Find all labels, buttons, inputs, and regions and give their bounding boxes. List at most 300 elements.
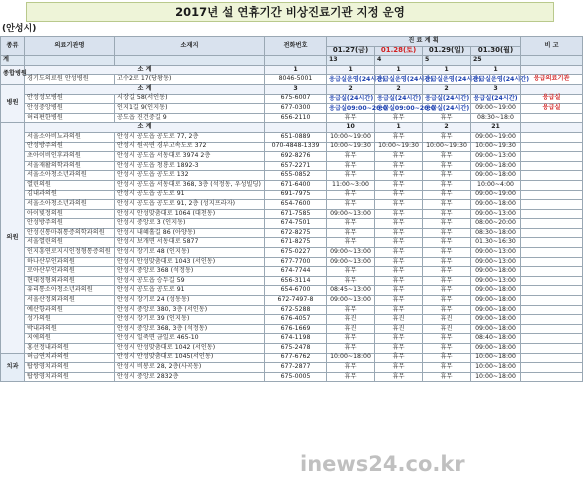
schedule-day-3: 휴무	[423, 363, 471, 373]
institution-address: 공도읍 진건중길 9	[115, 113, 265, 123]
note-cell	[521, 161, 583, 171]
schedule-day-3: 휴무	[423, 286, 471, 296]
institution-address: 안성시 공도읍 공도로 91, 2층 (성지프라자)	[115, 200, 265, 210]
institution-phone: 654-6700	[265, 286, 327, 296]
institution-phone: 676-4057	[265, 315, 327, 325]
institution-address: 안성시 중앙로 3 (인지동)	[115, 219, 265, 229]
institution-address: 안성시 공도읍 공도로 91	[115, 190, 265, 200]
schedule-day-3: 휴무	[423, 113, 471, 123]
institution-address: 안성시 비봉로 28, 2층(사곡동)	[115, 363, 265, 373]
schedule-day-4: 응급실운영(24시간)	[471, 75, 521, 85]
page-title: 2017년 설 연휴기간 비상진료기관 지정 운영	[26, 2, 554, 22]
schedule-day-2: 휴무	[375, 180, 423, 190]
institution-phone: 675-6007	[265, 94, 327, 104]
subtotal-day-1: 1	[327, 65, 375, 75]
schedule-day-4: 08:30~18:0	[471, 113, 521, 123]
schedule-day-2: 휴무	[375, 276, 423, 286]
total-count-4: 25	[471, 56, 521, 66]
institution-address: 안성시 중앙로 380, 3층 (서인동)	[115, 305, 265, 315]
institution-name: 안성성모병원	[25, 94, 115, 104]
schedule-day-1: 09:00~13:00	[327, 248, 375, 258]
institution-phone: 676-1669	[265, 324, 327, 334]
schedule-day-3: 휴무	[423, 228, 471, 238]
general-category: 종합병원	[1, 65, 25, 84]
schedule-day-4: 09:00~18:00	[471, 296, 521, 306]
schedule-day-3: 휴무	[423, 334, 471, 344]
institution-address: 안성시 공도읍 서동대로 368, 3층 (석정동, 우성빌딩)	[115, 180, 265, 190]
schedule-day-2: 휴무	[375, 238, 423, 248]
institution-address: 안성시 안성맞춤대로 1042 (서인동)	[115, 344, 265, 354]
schedule-day-4: 10:00~18:00	[471, 353, 521, 363]
institution-phone: 677-6762	[265, 353, 327, 363]
schedule-day-4: 09:00~13:00	[471, 209, 521, 219]
schedule-day-4: 09:00~18:00	[471, 171, 521, 181]
note-cell	[521, 200, 583, 210]
institution-phone: 671-6400	[265, 180, 327, 190]
table-row	[1, 200, 583, 210]
clinic-category: 의원	[1, 123, 25, 353]
schedule-day-3: 휴무	[423, 200, 471, 210]
table-row	[1, 94, 583, 104]
schedule-day-4: 09:00~13:00	[471, 276, 521, 286]
schedule-day-4: 09:00~13:00	[471, 257, 521, 267]
subtotal-count	[265, 123, 327, 133]
region-label: (안성시)	[2, 24, 37, 34]
institution-name: 허리편한병원	[25, 113, 115, 123]
header-address: 소재지	[115, 37, 265, 56]
note-cell	[521, 152, 583, 162]
subtotal-note	[521, 84, 583, 94]
institution-address: 안성시 보개면 서동대로 5877	[115, 238, 265, 248]
schedule-day-2: 휴진	[375, 324, 423, 334]
table-row	[1, 219, 583, 229]
institution-phone: 674-7744	[265, 267, 327, 277]
schedule-day-2: 휴무	[375, 171, 423, 181]
table-row	[1, 324, 583, 334]
schedule-day-1: 휴무	[327, 363, 375, 373]
schedule-day-2: 휴무	[375, 200, 423, 210]
institution-phone: 675-2478	[265, 344, 327, 354]
table-row	[1, 315, 583, 325]
schedule-day-2: 휴무	[375, 334, 423, 344]
table-row	[1, 180, 583, 190]
schedule-day-2: 응급실09:00~20:0	[375, 104, 423, 114]
table-row	[1, 276, 583, 286]
table-row	[1, 161, 583, 171]
header-plan: 진 료 계 획	[327, 37, 521, 47]
header-note: 비 고	[521, 37, 583, 56]
institution-name: 지에의원	[25, 334, 115, 344]
note-cell	[521, 353, 583, 363]
schedule-day-2: 휴무	[375, 248, 423, 258]
schedule-day-1: 응급실운영(24시간)	[327, 75, 375, 85]
dental-category: 치과	[1, 353, 25, 382]
schedule-day-4: 09:00~18:00	[471, 315, 521, 325]
table-row	[1, 132, 583, 142]
institution-name: 서울소아청소년과의원	[25, 200, 115, 210]
institution-address: 안성시 중앙로 2832층	[115, 372, 265, 382]
schedule-day-4: 09:00~19:00	[471, 132, 521, 142]
general-subtotal-row	[1, 65, 583, 75]
institution-phone: 675-0005	[265, 372, 327, 382]
institution-name: 탑쌍영치과의원	[25, 372, 115, 382]
table-row	[1, 286, 583, 296]
header-date-4: 01.30(월)	[471, 46, 521, 56]
schedule-day-4: 09:00~19:00	[471, 190, 521, 200]
schedule-day-1: 08:45~13:00	[327, 286, 375, 296]
schedule-day-1: 휴진	[327, 324, 375, 334]
institution-address: 안성시 중앙로 368, 3층 (석정동)	[115, 324, 265, 334]
subtotal-day-3: 1	[423, 65, 471, 75]
schedule-day-4: 08:00~20:00	[471, 219, 521, 229]
institution-phone: 671-8275	[265, 238, 327, 248]
institution-name: 현대정형외과의원	[25, 276, 115, 286]
institution-phone: 675-0227	[265, 248, 327, 258]
institution-name: 서울재활의학과의원	[25, 161, 115, 171]
institution-address: 시장길 58(서인동)	[115, 94, 265, 104]
table-row	[1, 334, 583, 344]
total-label: 계	[1, 56, 25, 66]
schedule-day-2: 휴무	[375, 228, 423, 238]
schedule-body	[1, 56, 583, 382]
schedule-day-2: 휴무	[375, 113, 423, 123]
institution-address: 안성시 장기로 48 (인지동)	[115, 248, 265, 258]
table-row	[1, 363, 583, 373]
table-row	[1, 113, 583, 123]
schedule-day-4: 10:00~18:00	[471, 363, 521, 373]
schedule-day-1: 휴무	[327, 267, 375, 277]
institution-name: 서울열린의원	[25, 238, 115, 248]
subtotal-day-1: 2	[327, 84, 375, 94]
note-cell	[521, 315, 583, 325]
schedule-day-4: 10:00~19:30	[471, 142, 521, 152]
table-row	[1, 104, 583, 114]
subtotal-day-3: 2	[423, 84, 471, 94]
institution-address: 안성시 공도읍 공도로 132	[115, 171, 265, 181]
note-cell	[521, 267, 583, 277]
schedule-day-4: 09:00~18:00	[471, 200, 521, 210]
table-row	[1, 267, 583, 277]
schedule-day-3: 휴무	[423, 152, 471, 162]
institution-phone: 671-7585	[265, 209, 327, 219]
subtotal-day-4: 3	[471, 84, 521, 94]
note-cell: 응급의료기관	[521, 75, 583, 85]
schedule-day-1: 휴무	[327, 276, 375, 286]
institution-name: 예산항과의원	[25, 305, 115, 315]
schedule-day-3: 휴진	[423, 315, 471, 325]
institution-name: 홍선정내과의원	[25, 344, 115, 354]
schedule-day-2: 휴무	[375, 161, 423, 171]
note-cell	[521, 248, 583, 258]
institution-phone: 654-7600	[265, 200, 327, 210]
clinic-subtotal-row	[1, 123, 583, 133]
total-row	[1, 56, 583, 66]
hospital-category: 병원	[1, 84, 25, 122]
schedule-day-2: 휴무	[375, 363, 423, 373]
subtotal-day-1: 10	[327, 123, 375, 133]
note-cell	[521, 209, 583, 219]
institution-phone: 656-2110	[265, 113, 327, 123]
institution-name: 서울소아비뇨과의원	[25, 132, 115, 142]
institution-phone: 651-0889	[265, 132, 327, 142]
schedule-day-4: 09:00~19:00	[471, 104, 521, 114]
table-row	[1, 190, 583, 200]
institution-phone: 655-0852	[265, 171, 327, 181]
schedule-day-1: 11:00~3:00	[327, 180, 375, 190]
note-cell	[521, 171, 583, 181]
schedule-day-1: 09:00~13:00	[327, 257, 375, 267]
schedule-day-4: 09:00~18:00	[471, 305, 521, 315]
schedule-day-2: 10:00~19:30	[375, 142, 423, 152]
table-row	[1, 171, 583, 181]
institution-phone: 672-8275	[265, 228, 327, 238]
schedule-day-1: 10:00~19:00	[327, 132, 375, 142]
schedule-day-3: 응급실(24시간)	[423, 104, 471, 114]
institution-address: 안성시 내혜홀길 86 (아양동)	[115, 228, 265, 238]
note-cell	[521, 296, 583, 306]
table-row	[1, 228, 583, 238]
watermark-text: inews24.co.kr	[300, 452, 465, 476]
note-cell: 응급실	[521, 94, 583, 104]
institution-name: 안성신통마취통증의학과의원	[25, 228, 115, 238]
subtotal-count: 1	[265, 65, 327, 75]
institution-address: 고수2로 17(당왕동)	[115, 75, 265, 85]
note-cell	[521, 276, 583, 286]
subtotal-day-3: 2	[423, 123, 471, 133]
schedule-day-4: 08:40~18:00	[471, 334, 521, 344]
schedule-day-4: 09:00~18:00	[471, 344, 521, 354]
institution-address: 안성시 일죽면 금일로 465-10	[115, 334, 265, 344]
schedule-day-2: 휴무	[375, 209, 423, 219]
schedule-day-1: 휴무	[327, 219, 375, 229]
institution-phone: 677-2877	[265, 363, 327, 373]
table-row	[1, 296, 583, 306]
table-row	[1, 238, 583, 248]
institution-name: 경기도의료원 안성병원	[25, 75, 115, 85]
schedule-day-3: 휴무	[423, 171, 471, 181]
institution-name: 탑쌍영치과의원	[25, 363, 115, 373]
institution-phone: 674-7501	[265, 219, 327, 229]
note-cell	[521, 238, 583, 248]
institution-phone: 692-8276	[265, 152, 327, 162]
table-row	[1, 353, 583, 363]
schedule-day-4: 09:00~18:00	[471, 324, 521, 334]
header-name: 의료기관명	[25, 37, 115, 56]
schedule-day-4: 응급실(24시간)	[471, 94, 521, 104]
institution-address: 안성시 중앙로 368 (석정동)	[115, 267, 265, 277]
schedule-day-1: 휴무	[327, 171, 375, 181]
schedule-day-3: 휴무	[423, 219, 471, 229]
table-row	[1, 257, 583, 267]
schedule-day-3: 휴무	[423, 209, 471, 219]
schedule-day-2: 휴무	[375, 190, 423, 200]
note-cell	[521, 363, 583, 373]
institution-name: 서울산정외과의원	[25, 296, 115, 306]
schedule-table	[0, 36, 583, 382]
schedule-day-3: 휴무	[423, 305, 471, 315]
table-row	[1, 372, 583, 382]
subtotal-label: 소 계	[25, 65, 265, 75]
note-cell	[521, 142, 583, 152]
institution-phone: 672-7497-8	[265, 296, 327, 306]
header-phone: 전화번호	[265, 37, 327, 56]
schedule-day-2: 휴무	[375, 267, 423, 277]
schedule-day-3: 휴무	[423, 353, 471, 363]
note-cell	[521, 372, 583, 382]
schedule-day-3: 휴무	[423, 267, 471, 277]
institution-address: 안성시 공도읍 청룡로 1892-3	[115, 161, 265, 171]
institution-address: 안성시 공도읍 공도로 91	[115, 286, 265, 296]
note-cell	[521, 305, 583, 315]
schedule-day-1: 휴무	[327, 190, 375, 200]
institution-address: 안성시 장기로 39 (인지동)	[115, 315, 265, 325]
institution-name: 로아산부인과의원	[25, 267, 115, 277]
institution-phone: 677-7700	[265, 257, 327, 267]
schedule-day-1: 휴무	[327, 372, 375, 382]
institution-address: 안성시 공도읍 공도로 77, 2층	[115, 132, 265, 142]
schedule-day-1: 휴무	[327, 152, 375, 162]
schedule-day-4: 10:00~4:00	[471, 180, 521, 190]
institution-address: 안성시 공도읍 서동대로 3974 2층	[115, 152, 265, 162]
institution-phone: 677-0300	[265, 104, 327, 114]
schedule-day-4: 09:00~18:00	[471, 161, 521, 171]
schedule-day-3: 휴무	[423, 161, 471, 171]
note-cell	[521, 228, 583, 238]
institution-name: 성가의원	[25, 315, 115, 325]
schedule-day-1: 휴무	[327, 305, 375, 315]
schedule-day-1: 휴무	[327, 334, 375, 344]
schedule-day-2: 휴무	[375, 305, 423, 315]
institution-address: 인지1길 9(인지동)	[115, 104, 265, 114]
schedule-day-2: 응급실운영(24시간)	[375, 75, 423, 85]
subtotal-day-2: 1	[375, 123, 423, 133]
schedule-day-4: 09:00~13:00	[471, 152, 521, 162]
schedule-day-1: 응급실09:00~20:0	[327, 104, 375, 114]
schedule-day-3: 10:00~19:30	[423, 142, 471, 152]
subtotal-label: 소 계	[25, 84, 265, 94]
schedule-day-2: 휴무	[375, 296, 423, 306]
schedule-day-4: 01.30~16:30	[471, 238, 521, 248]
table-row	[1, 75, 583, 85]
table-row	[1, 248, 583, 258]
institution-name: 하나산부인과의원	[25, 257, 115, 267]
schedule-day-2: 응급실(24시간)	[375, 94, 423, 104]
institution-name: 박내과의원	[25, 324, 115, 334]
institution-name: 열린의원	[25, 180, 115, 190]
schedule-day-4: 09:00~13:00	[471, 248, 521, 258]
schedule-day-1: 휴무	[327, 344, 375, 354]
schedule-day-3: 응급실운영(24시간)	[423, 75, 471, 85]
institution-name: 안성중앙병원	[25, 104, 115, 114]
schedule-day-2: 휴무	[375, 257, 423, 267]
total-count-3: 5	[423, 56, 471, 66]
schedule-day-3: 휴무	[423, 296, 471, 306]
schedule-day-2: 휴무	[375, 344, 423, 354]
institution-phone: 674-1198	[265, 334, 327, 344]
header-date-1: 01.27(금)	[327, 46, 375, 56]
table-row	[1, 344, 583, 354]
total-count-1: 13	[327, 56, 375, 66]
schedule-day-1: 휴진	[327, 315, 375, 325]
schedule-day-1: 휴무	[327, 238, 375, 248]
header-date-3: 01.29(일)	[423, 46, 471, 56]
header-type: 종류	[1, 37, 25, 56]
institution-phone: 672-5288	[265, 305, 327, 315]
subtotal-day-4: 21	[471, 123, 521, 133]
schedule-day-3: 휴진	[423, 324, 471, 334]
institution-name: 안성방주의원	[25, 219, 115, 229]
note-cell	[521, 180, 583, 190]
schedule-day-4: 09:00~18:00	[471, 267, 521, 277]
schedule-day-3: 휴무	[423, 248, 471, 258]
schedule-day-3: 휴무	[423, 276, 471, 286]
schedule-day-1: 휴무	[327, 228, 375, 238]
note-cell	[521, 132, 583, 142]
schedule-day-1: 09:00~13:00	[327, 209, 375, 219]
institution-address: 안성시 안성맞춤대로 1043 (서인동)	[115, 257, 265, 267]
institution-phone: 657-2271	[265, 161, 327, 171]
schedule-day-2: 휴무	[375, 152, 423, 162]
institution-address: 안성시 안성맞춤대로 1064 (대천동)	[115, 209, 265, 219]
institution-name: 안성방주의원	[25, 142, 115, 152]
institution-name: 서울소아청소년과의원	[25, 171, 115, 181]
schedule-day-1: 10:00~18:00	[327, 353, 375, 363]
institution-name: 김내과의원	[25, 190, 115, 200]
schedule-day-3: 휴무	[423, 344, 471, 354]
schedule-day-2: 휴무	[375, 132, 423, 142]
schedule-day-3: 휴무	[423, 372, 471, 382]
institution-address: 안성시 원곡면 경부고속도로 372	[115, 142, 265, 152]
note-cell	[521, 324, 583, 334]
note-cell	[521, 257, 583, 267]
subtotal-day-4: 1	[471, 65, 521, 75]
schedule-day-3: 휴무	[423, 132, 471, 142]
institution-phone: 8046-5001	[265, 75, 327, 85]
table-row	[1, 209, 583, 219]
header-date-2: 01.28(토)	[375, 46, 423, 56]
institution-phone: 691-7975	[265, 190, 327, 200]
schedule-day-2: 휴진	[375, 315, 423, 325]
schedule-day-3: 휴무	[423, 180, 471, 190]
subtotal-note	[521, 123, 583, 133]
hospital-subtotal-row	[1, 84, 583, 94]
institution-name: 유리통소아청소년과의원	[25, 286, 115, 296]
schedule-day-4: 08:30~18:00	[471, 228, 521, 238]
schedule-day-1: 휴무	[327, 161, 375, 171]
schedule-day-2: 휴무	[375, 286, 423, 296]
schedule-day-3: 휴무	[423, 190, 471, 200]
institution-name: 아이빛정의원	[25, 209, 115, 219]
institution-phone: 656-3114	[265, 276, 327, 286]
institution-name: 초아이비인후과의원	[25, 152, 115, 162]
schedule-day-1: 휴무	[327, 113, 375, 123]
note-cell	[521, 286, 583, 296]
subtotal-count: 3	[265, 84, 327, 94]
institution-address: 안성시 공도읍 승두길 59	[115, 276, 265, 286]
subtotal-day-2: 1	[375, 65, 423, 75]
note-cell	[521, 113, 583, 123]
institution-phone: 070-4848-1339	[265, 142, 327, 152]
institution-name: 허급연치과의원	[25, 353, 115, 363]
schedule-table-wrap	[0, 36, 582, 488]
schedule-day-3: 휴무	[423, 257, 471, 267]
note-cell: 응급실	[521, 104, 583, 114]
schedule-day-1: 휴무	[327, 200, 375, 210]
subtotal-label: 소 계	[25, 123, 265, 133]
note-cell	[521, 344, 583, 354]
schedule-day-4: 10:00~18:00	[471, 372, 521, 382]
schedule-day-2: 휴무	[375, 353, 423, 363]
